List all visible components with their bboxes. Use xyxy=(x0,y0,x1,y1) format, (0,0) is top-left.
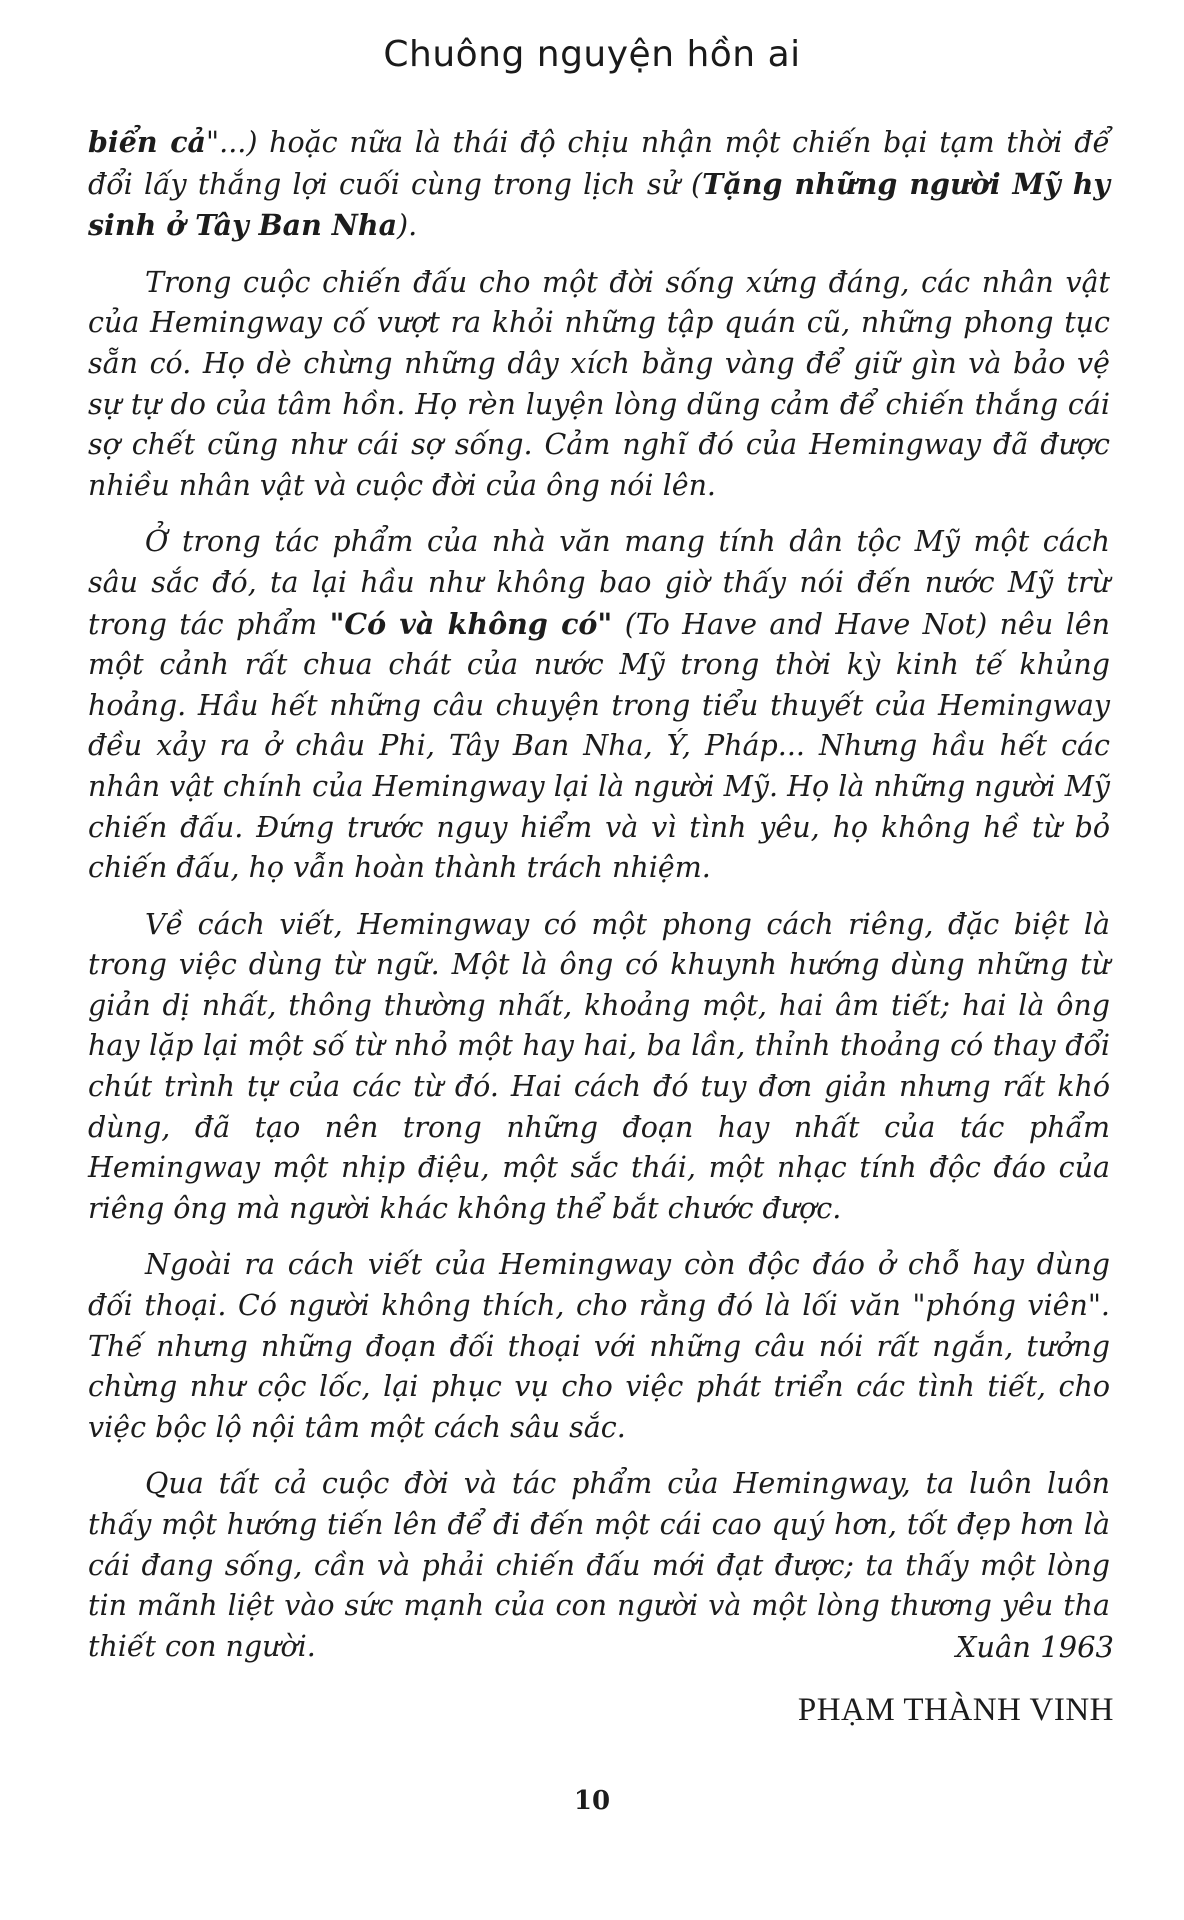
paragraph-text: (To Have and Have Not) nêu lên một cảnh rất chua chát của nước Mỹ trong thời kỳ kinh tế khủng hoảng. Hầu hết những câu chuyện trong tiểu thuyết của Hemingway đều xảy ra ở châu Phi, Tây Ban Nha, Ý, Pháp... Nhưng hầu hết các nhân vật chính của Hemingway lại là người Mỹ. Họ là những người Mỹ chiến đấu. Đứng trước nguy hiểm và vì tình yêu, họ không hề từ bỏ chiến đấu, họ vẫn hoàn thành trách nhiệm. xyxy=(88,607,1110,885)
paragraph-text: Ở trong tác phẩm của nhà văn mang tính dân tộc Mỹ một cách sâu sắc đó, ta lại hầu như không bao giờ thấy nói đến nước Mỹ trừ trong tác phẩm xyxy=(88,525,1110,641)
signature-date: Xuân 1963 xyxy=(955,1630,1114,1664)
paragraph-text: ). xyxy=(397,209,418,243)
running-title: Chuông nguyện hồn ai xyxy=(383,34,801,75)
bold-phrase: biển cả xyxy=(88,125,207,159)
paragraph-4: Về cách viết, Hemingway có một phong cách riêng, đặc biệt là trong việc dùng từ ngữ. Một là ông có khuynh hướng dùng những từ giản dị nhất, thông thường nhất, khoảng một, hai âm tiết; hai là ông hay lặp lại một số từ nhỏ một hay hai, ba lần, thỉnh thoảng có thay đổi chút trình tự của các từ đó. Hai cách đó tuy đơn giản nhưng rất khó dùng, đã tạo nên trong những đoạn hay nhất của tác phẩm Hemingway một nhịp điệu, một sắc thái, một nhạc tính độc đáo của riêng ông mà người khác không thể bắt chước được. xyxy=(88,907,1110,1225)
paragraph-1 xyxy=(88,122,1110,247)
bold-phrase: Tặng những người Mỹ hy sinh ở Tây Ban Nha xyxy=(88,166,1110,243)
body-text xyxy=(88,122,1110,1683)
paragraph-text: "...) hoặc nữa là thái độ chịu nhận một chiến bại tạm thời để đổi lấy thắng lợi cuối cùng trong lịch sử ( xyxy=(88,126,1111,201)
book-title-bold: "Có và không có" xyxy=(329,606,613,641)
paragraph-2: Trong cuộc chiến đấu cho một đời sống xứng đáng, các nhân vật của Hemingway cố vượt ra khỏi những tập quán cũ, những phong tục sẵn có. Họ dè chừng những dây xích bằng vàng để giữ gìn và bảo vệ sự tự do của tâm hồn. Họ rèn luyện lòng dũng cảm để chiến thắng cái sợ chết cũng như cái sợ sống. Cảm nghĩ đó của Hemingway đã được nhiều nhân vật và cuộc đời của ông nói lên. xyxy=(88,265,1110,502)
signature-author: PHẠM THÀNH VINH xyxy=(797,1692,1114,1728)
paragraph-3 xyxy=(88,522,1110,888)
paragraph-5: Ngoài ra cách viết của Hemingway còn độc đáo ở chỗ hay dùng đối thoại. Có người không thích, cho rằng đó là lối văn "phóng viên". Thế nhưng những đoạn đối thoại với những câu nói rất ngắn, tưởng chừng như cộc lốc, lại phục vụ cho việc phát triển các tình tiết, cho việc bộc lộ nội tâm một cách sâu sắc. xyxy=(88,1248,1110,1444)
paragraph-6: Qua tất cả cuộc đời và tác phẩm của Hemingway, ta luôn luôn thấy một hướng tiến lên để đi đến một cái cao quý hơn, tốt đẹp hơn là cái đang sống, cần và phải chiến đấu mới đạt được; ta thấy một lòng tin mãnh liệt vào sức mạnh của con người và một lòng thương yêu tha thiết con người. xyxy=(88,1467,1110,1663)
page-number: 10 xyxy=(573,1786,611,1816)
